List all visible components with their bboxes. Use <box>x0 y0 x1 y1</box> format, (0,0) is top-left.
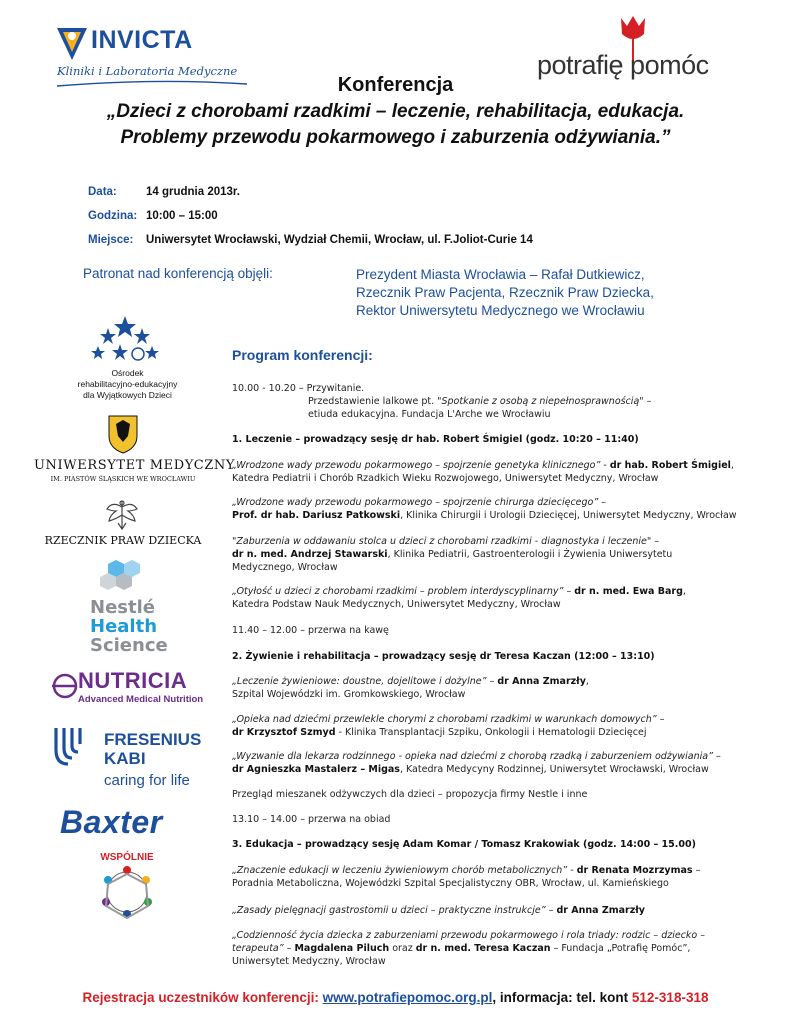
program-line: 10.00 - 10.20 – Przywitanie. <box>232 383 365 394</box>
baxter-logo: Baxter <box>60 804 163 840</box>
stars-icon <box>90 314 160 369</box>
program-line: Medycznego, Wrocław <box>232 562 338 573</box>
nutricia-subtitle: Advanced Medical Nutrition <box>78 694 204 705</box>
program-line: Katedra Podstaw Nauk Medycznych, Uniwersytet Medyczny, Wrocław <box>232 599 561 610</box>
osrodek-line: dla Wyjątkowych Dzieci <box>83 390 172 400</box>
phone-number: 512-318-318 <box>631 990 709 1005</box>
place-row <box>88 228 533 252</box>
science-word: Science <box>90 635 168 656</box>
potrafie-pomoc-wordmark: potrafię pomóc <box>537 50 709 80</box>
program-line: dr Krzysztof Szmyd - Klinika Transplantacji Szpiku, Onkologii i Hematologii Dziecięcej <box>232 727 647 738</box>
kabi-word: KABI <box>104 749 146 768</box>
nestle-word: Nestlé <box>90 597 155 618</box>
fresenius-kabi-logo <box>50 726 210 792</box>
time-value: 10:00 – 15:00 <box>146 210 218 222</box>
program-line: „Znaczenie edukacji w leczeniu żywieniowym chorób metabolicznych” - dr Renata Mozrzymas – <box>232 865 701 876</box>
program-item <box>232 864 757 890</box>
session-heading: 1. Leczenie – prowadzący sesję dr hab. Robert Śmigiel (godz. 10:20 – 11:40) <box>232 434 639 445</box>
time-label: Godzina: <box>88 210 138 222</box>
fresenius-symbol-icon <box>50 726 86 768</box>
patronage-label: Patronat nad konferencją objęli: <box>83 266 273 281</box>
wspolnie-label: WSPÓLNIE <box>100 852 154 863</box>
fresenius-word: FRESENIUS <box>104 730 202 749</box>
program-item <box>232 713 757 739</box>
program-heading: Program konferencji: <box>232 347 373 363</box>
patronage-line: Rektor Uniwersytetu Medycznego we Wrocławiu <box>356 303 645 318</box>
program-line: „Zasady pielęgnacji gastrostomii u dzieci – praktyczne instrukcje” – dr Anna Zmarzły <box>232 905 645 916</box>
program-line: Prof. dr hab. Dariusz Patkowski, Klinika Chirurgii i Urologii Dziecięcej, Uniwersytet Medyczny, Wrocław <box>232 510 737 521</box>
osrodek-line: Ośrodek <box>111 368 144 378</box>
program-line: „Leczenie żywieniowe: doustne, dojelitowe i dożylne” – dr Anna Zmarzły, <box>232 676 589 687</box>
info-label: , informacja: tel. kont <box>492 990 632 1005</box>
health-word: Health <box>90 616 158 637</box>
time-row <box>88 204 533 228</box>
registration-label: Rejestracja uczestników konferencji: <box>82 990 323 1005</box>
osrodek-line: rehabilitacyjno-edukacyjny <box>77 379 178 389</box>
nutricia-name: NUTRICIA <box>78 668 188 693</box>
date-value: 14 grudnia 2013r. <box>146 186 240 198</box>
eagle-emblem-icon <box>104 497 140 533</box>
conference-title-line2: Problemy przewodu pokarmowego i zaburzenia odżywiania.” <box>120 127 671 148</box>
program-line: Katedra Pediatrii i Chorób Rzadkich Wieku Rozwojowego, Uniwersytet Medyczny, Wrocław <box>232 473 659 484</box>
program-line: "Zaburzenia w oddawaniu stolca u dzieci z chorobami rzadkimi - diagnostyka i leczenie" – <box>232 536 660 547</box>
program-line: „Wrodzone wady przewodu pokarmowego – spojrzenie chirurga dziecięcego” – <box>232 497 607 508</box>
program-item <box>232 496 757 522</box>
program-item <box>232 675 757 701</box>
date-row <box>88 180 533 204</box>
invicta-v-icon <box>55 24 89 62</box>
place-label: Miejsce: <box>88 234 134 246</box>
event-details <box>88 180 533 252</box>
registration-footer <box>0 990 791 1005</box>
program-line: terapeuta” – Magdalena Piluch oraz dr n. med. Teresa Kaczan – Fundacja „Potrafię Pomóc”, <box>232 943 691 954</box>
patronage-line: Prezydent Miasta Wrocławia – Rafał Dutkiewicz, <box>356 267 645 282</box>
program-item <box>232 535 757 574</box>
registration-link[interactable]: www.potrafiepomoc.org.pl <box>322 990 493 1005</box>
program-line: Przedstawienie lalkowe pt. "Spotkanie z osobą z niepełnosprawnością" – <box>308 396 652 407</box>
session-heading: 3. Edukacja – prowadzący sesję Adam Komar / Tomasz Krakowiak (godz. 14:00 – 15.00) <box>232 839 696 850</box>
program-item <box>232 459 757 485</box>
program-line: „Opieka nad dziećmi przewlekle chorymi z chorobami rzadkimi w warunkach domowych” – <box>232 714 665 725</box>
nutricia-symbol-icon <box>50 670 78 702</box>
place-value: Uniwersytet Wrocławski, Wydział Chemii, Wrocław, ul. F.Joliot-Curie 14 <box>146 234 533 246</box>
program-line: „Otyłość u dzieci z chorobami rzadkimi – problem interdyscyplinarny” – dr n. med. Ewa Barg, <box>232 586 686 597</box>
university-subtitle: IM. PIASTÓW ŚLĄSKICH WE WROCŁAWIU <box>50 475 196 483</box>
nestle-health-science-logo <box>70 554 176 658</box>
children-ombudsman-name: RZECZNIK PRAW DZIECKA <box>44 534 202 547</box>
hexagons-icon <box>88 560 158 596</box>
program-item: Przegląd mieszanek odżywczych dla dzieci – propozycja firmy Nestle i inne <box>232 789 588 800</box>
program-line: dr Agnieszka Mastalerz – Migas, Katedra Medycyny Rodzinnej, Uniwersytet Wrocławski, Wrocław <box>232 764 709 775</box>
program-item <box>232 585 757 611</box>
conference-heading: Konferencja <box>337 74 454 96</box>
nutricia-logo <box>50 668 210 710</box>
university-name: UNIWERSYTET MEDYCZNY <box>34 458 236 473</box>
date-label: Data: <box>88 186 117 198</box>
program-line: Uniwersytet Medyczny, Wrocław <box>232 956 386 967</box>
program-line: „Codzienność życia dziecka z zaburzeniami przewodu pokarmowego i rola triady: rodzic – dziecko – <box>232 930 706 941</box>
program-line: Poradnia Metaboliczna, Wojewódzki Szpital Specjalistyczny OBR, Wrocław, ul. Kamieńskiego <box>232 878 669 889</box>
osrodek-logo <box>60 314 195 404</box>
break-item: 11.40 – 12.00 – przerwa na kawę <box>232 625 389 636</box>
fresenius-slogan: caring for life <box>104 772 190 789</box>
program-line: „Wrodzone wady przewodu pokarmowego – spojrzenie genetyka klinicznego” - dr hab. Robert Śmigiel, <box>232 460 734 471</box>
program-item <box>232 929 757 968</box>
patronage-list <box>356 266 654 320</box>
session-heading: 2. Żywienie i rehabilitacja – prowadzący sesję dr Teresa Kaczan (12:00 – 13:10) <box>232 651 655 662</box>
conference-title-line1: „Dzieci z chorobami rzadkimi – leczenie, rehabilitacja, edukacja. <box>106 101 685 122</box>
program-line: dr n. med. Andrzej Stawarski, Klinika Pediatrii, Gastroenterologii i Żywienia Uniwersytetu <box>232 549 673 560</box>
program-item <box>232 750 757 776</box>
university-crest-icon <box>107 414 139 454</box>
program-line: „Wyzwanie dla lekarza rodzinnego - opieka nad dziećmi z chorobą rzadką i zaburzeniem odżywiania” – <box>232 751 721 762</box>
break-item: 13.10 – 14.00 – przerwa na obiad <box>232 814 391 825</box>
invicta-tagline: Kliniki i Laboratoria Medyczne <box>57 64 238 78</box>
program-item <box>232 382 757 421</box>
invicta-name: INVICTA <box>91 26 193 54</box>
program-item <box>232 904 757 917</box>
patronage-line: Rzecznik Praw Pacjenta, Rzecznik Praw Dziecka, <box>356 285 654 300</box>
program-line: Szpital Wojewódzki im. Gromkowskiego, Wrocław <box>232 689 466 700</box>
program-line: etiuda edukacyjna. Fundacja L'Arche we Wrocławiu <box>308 409 551 420</box>
wspolnie-logo <box>88 848 166 924</box>
